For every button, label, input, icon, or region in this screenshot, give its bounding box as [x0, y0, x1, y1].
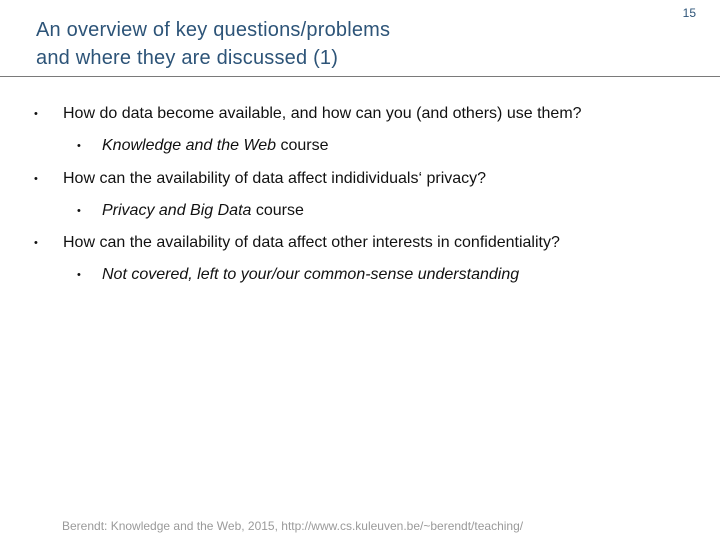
bullet-marker: • — [34, 108, 38, 120]
sub-bullet-item-2 — [77, 202, 304, 220]
sub-bullet-item-1 — [77, 137, 329, 155]
bullet-item-1 — [34, 105, 582, 123]
sub-bullet-italic: Not covered, left to your/our common-sense understanding — [102, 266, 520, 283]
sub-bullet-marker: • — [77, 205, 81, 217]
slide-title-line-1: An overview of key questions/problems — [36, 19, 391, 41]
sub-bullet-marker: • — [77, 140, 81, 152]
slide-footer: Berendt: Knowledge and the Web, 2015, http://www.cs.kuleuven.be/~berendt/teaching/ — [62, 519, 524, 533]
bullet-marker: • — [34, 237, 38, 249]
sub-bullet-plain: course — [251, 202, 304, 219]
bullet-item-2 — [34, 170, 487, 188]
title-divider — [0, 76, 720, 77]
bullet-item-3 — [34, 234, 560, 252]
sub-bullet-plain: course — [276, 137, 329, 154]
bullet-text: How do data become available, and how can you (and others) use them? — [63, 105, 582, 122]
sub-bullet-item-3 — [77, 266, 520, 284]
slide-title — [36, 16, 596, 72]
slide-title-line-2: and where they are discussed (1) — [36, 47, 339, 69]
sub-bullet-marker: • — [77, 269, 81, 281]
sub-bullet-italic: Privacy and Big Data — [102, 202, 252, 219]
page-number: 15 — [682, 6, 696, 20]
bullet-text: How can the availability of data affect indidividuals‘ privacy? — [63, 170, 487, 187]
bullet-text: How can the availability of data affect other interests in confidentiality? — [63, 234, 560, 251]
bullet-marker: • — [34, 173, 38, 185]
sub-bullet-italic: Knowledge and the Web — [102, 137, 277, 154]
